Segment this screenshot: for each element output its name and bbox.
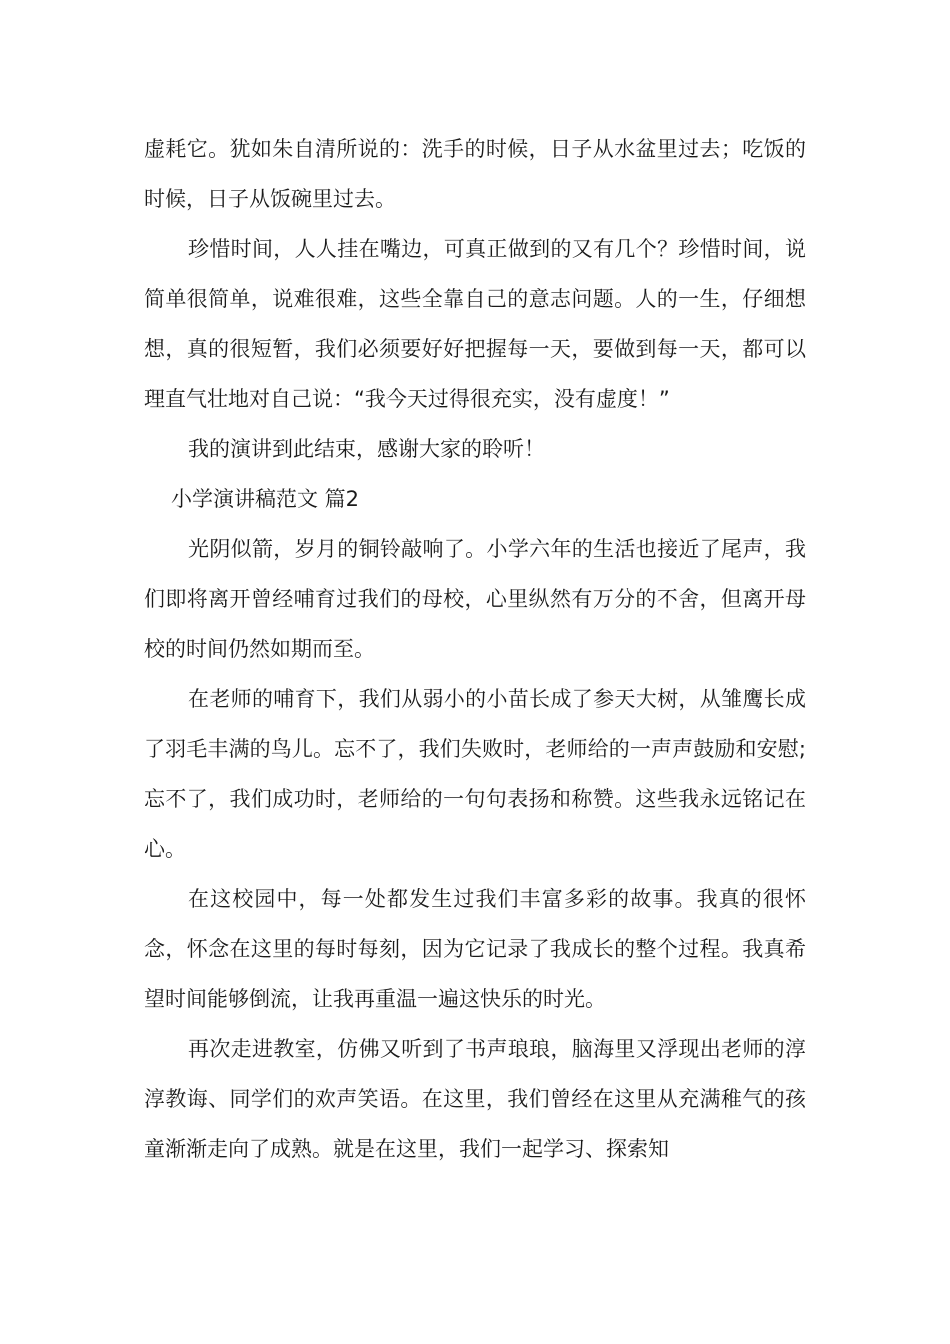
paragraph-continuation: 虚耗它。犹如朱自清所说的：洗手的时候，日子从水盆里过去；吃饭的时候，日子从饭碗里过去。	[144, 137, 806, 211]
document-body	[144, 124, 806, 1174]
section-heading: 小学演讲稿范文 篇2	[171, 487, 360, 511]
paragraph-teachers: 在老师的哺育下，我们从弱小的小苗长成了参天大树，从雏鹰长成了羽毛丰满的鸟儿。忘不了，我们失败时，老师给的一声声鼓励和安慰;忘不了，我们成功时，老师给的一句句表扬和称赞。这些我永远铭记在心。	[144, 687, 806, 861]
paragraph-time-flies: 光阴似箭，岁月的铜铃敲响了。小学六年的生活也接近了尾声，我们即将离开曾经哺育过我们的母校，心里纵然有万分的不舍，但离开母校的时间仍然如期而至。	[144, 537, 806, 661]
paragraph-cherish-time: 珍惜时间，人人挂在嘴边，可真正做到的又有几个？珍惜时间，说简单很简单，说难很难，这些全靠自己的意志问题。人的一生，仔细想想，真的很短暂，我们必须要好好把握每一天，要做到每一天，都可以理直气壮地对自己说：“我今天过得很充实，没有虚度！”	[144, 237, 806, 411]
paragraph-campus: 在这校园中，每一处都发生过我们丰富多彩的故事。我真的很怀念，怀念在这里的每时每刻，因为它记录了我成长的整个过程。我真希望时间能够倒流，让我再重温一遍这快乐的时光。	[144, 887, 806, 1011]
paragraph-closing: 我的演讲到此结束，感谢大家的聆听！	[188, 437, 545, 461]
paragraph-classroom: 再次走进教室，仿佛又听到了书声琅琅，脑海里又浮现出老师的淳淳教诲、同学们的欢声笑语。在这里，我们曾经在这里从充满稚气的孩童渐渐走向了成熟。就是在这里，我们一起学习、探索知	[144, 1037, 806, 1161]
